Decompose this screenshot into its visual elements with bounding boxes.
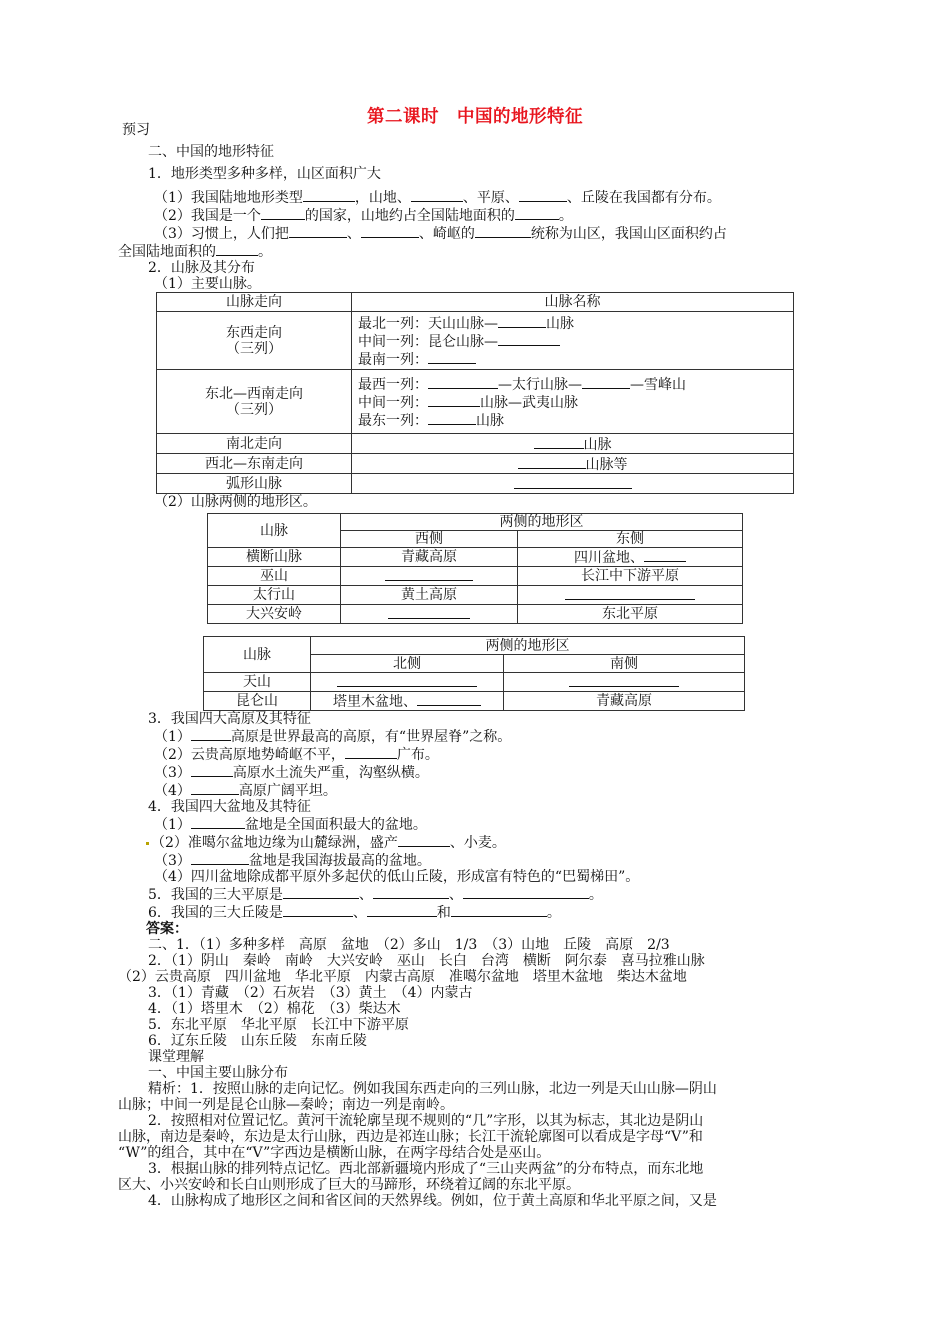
blank[interactable] [216, 242, 258, 256]
blank[interactable] [373, 885, 449, 899]
blank[interactable] [191, 727, 231, 741]
blank[interactable] [428, 375, 498, 389]
table-cell: 最北一列：天山山脉— 山脉 中间一列：昆仑山脉— 最南一列： [352, 312, 794, 370]
document-body [118, 122, 836, 1209]
table-cell: 西北—东南走向 [157, 454, 352, 474]
blank[interactable] [345, 745, 397, 759]
blank[interactable] [191, 851, 249, 865]
answer-line: 二、1．（1）多种多样 高原 盆地 （2）多山 1/3 （3）山地 丘陵 高原 2/3 [148, 937, 670, 953]
dot-mark [146, 842, 149, 845]
blank[interactable] [428, 350, 476, 364]
answer-line: 4．（1）塔里木 （2）棉花 （3）柴达木 [148, 1001, 401, 1017]
table-header: 两侧的地形区 [311, 637, 745, 655]
table-header: 北侧 [311, 655, 504, 673]
table-cell: 黄土高原 [341, 586, 518, 605]
answer-line: 6．辽东丘陵 山东丘陵 东南丘陵 [148, 1033, 367, 1049]
table-cell [341, 605, 518, 624]
blank[interactable] [475, 224, 531, 238]
blank[interactable] [283, 885, 359, 899]
paragraph-line: 区大、小兴安岭和长白山则形成了巨大的马蹄形，环绕着辽阔的东北平原。 [118, 1177, 580, 1193]
blank[interactable] [361, 224, 419, 238]
blank[interactable] [514, 475, 632, 489]
answer-line: 2．（1）阴山 秦岭 南岭 大兴安岭 巫山 长白 台湾 横断 阿尔泰 喜马拉雅山脉 [148, 953, 705, 969]
section-heading: 二、中国的地形特征 [148, 144, 274, 160]
blank[interactable] [451, 903, 547, 917]
blank[interactable] [518, 455, 586, 469]
blank[interactable] [498, 314, 546, 328]
item2-sub2: （2）山脉两侧的地形区。 [154, 494, 317, 510]
table-cell: 南北走向 [157, 434, 352, 454]
blank[interactable] [519, 188, 567, 202]
item3-q2: （2）云贵高原地势崎岖不平， 广布。 [154, 747, 439, 763]
table-header: 山脉名称 [352, 293, 794, 312]
blank[interactable] [388, 605, 470, 619]
item3-q3: （3） 高原水土流失严重，沟壑纵横。 [154, 765, 429, 781]
answer-line: 3．（1）青藏 （2）石灰岩 （3）黄土 （4）内蒙古 [148, 985, 473, 1001]
answer-line: （2）云贵高原 四川盆地 华北平原 内蒙古高原 准噶尔盆地 塔里木盆地 柴达木盆地 [118, 969, 687, 985]
paragraph-line: 山脉，南边是秦岭，东边是太行山脉，西边是祁连山脉；长江干流轮廓图可以看成是字母“V”和 [118, 1129, 703, 1145]
class-section-heading: 一、中国主要山脉分布 [148, 1065, 288, 1081]
table-cell: 山脉 [352, 434, 794, 454]
table-cell: 东北平原 [518, 605, 743, 624]
table-cell: 山脉等 [352, 454, 794, 474]
mountain-sides-table-west-east [207, 513, 743, 624]
blank[interactable] [191, 781, 239, 795]
blank[interactable] [191, 763, 233, 777]
table-cell: 东西走向 （三列） [157, 312, 352, 370]
blank[interactable] [582, 375, 630, 389]
blank[interactable] [515, 206, 559, 220]
blank[interactable] [261, 206, 305, 220]
table-cell: 弧形山脉 [157, 474, 352, 494]
table-cell: 四川盆地、 [518, 548, 743, 567]
blank[interactable] [644, 548, 686, 562]
paragraph-line: 3．根据山脉的排列特点记忆。西北部新疆境内形成了“三山夹两盆”的分布特点，而东北地 [148, 1161, 704, 1177]
item3-title: 3．我国四大高原及其特征 [148, 711, 311, 727]
paragraph-line: “W”的组合，其中在“V”字西边是横断山脉，在两字母结合处是巫山。 [118, 1145, 551, 1161]
table-header: 山脉走向 [157, 293, 352, 312]
blank[interactable] [398, 833, 450, 847]
item2-sub1: （1）主要山脉。 [154, 276, 261, 292]
table-cell: 长江中下游平原 [518, 567, 743, 586]
item4-q2: （2）准噶尔盆地边缘为山麓绿洲，盛产 、小麦。 [110, 833, 836, 851]
mountain-direction-table [156, 292, 794, 494]
item1-q1: （1）我国陆地地形类型 ，山地、 、平原、 、丘陵在我国都有分布。 [154, 190, 721, 206]
blank[interactable] [428, 393, 480, 407]
blank[interactable] [565, 586, 695, 600]
blank[interactable] [534, 435, 584, 449]
table-header: 两侧的地形区 [341, 514, 743, 531]
table-cell: 最西一列： —太行山脉— —雪峰山 中间一列： 山脉—武夷山脉 最东一列： 山脉 [352, 370, 794, 434]
paragraph-line: 4．山脉构成了地形区之间和省区间的天然界线。例如，位于黄土高原和华北平原之间，又是 [148, 1193, 717, 1209]
paragraph-line: 2．按照相对位置记忆。黄河干流轮廓呈现不规则的“几”字形，以其为标志，其北边是阴山 [148, 1113, 704, 1129]
mountain-sides-table-north-south [203, 636, 745, 711]
table-header: 山脉 [208, 514, 341, 548]
item4-q1: （1） 盆地是全国面积最大的盆地。 [154, 817, 427, 833]
table-cell: 太行山 [208, 586, 341, 605]
page-title: 第二课时 中国的地形特征 [367, 107, 583, 127]
item5: 5．我国的三大平原是 、 、 。 [148, 887, 603, 903]
blank[interactable] [289, 224, 347, 238]
blank[interactable] [303, 188, 355, 202]
item2-title: 2．山脉及其分布 [148, 260, 255, 276]
item4-q4: （4）四川盆地除成都平原外多起伏的低山丘陵，形成富有特色的“巴蜀梯田”。 [154, 869, 640, 885]
blank[interactable] [191, 815, 245, 829]
item1-q2: （2）我国是一个 的国家，山地约占全国陆地面积的 。 [154, 208, 573, 224]
table-header: 山脉 [204, 637, 311, 673]
class-label: 课堂理解 [148, 1049, 204, 1065]
table-cell [504, 673, 745, 692]
blank[interactable] [283, 903, 353, 917]
blank[interactable] [463, 885, 589, 899]
blank[interactable] [337, 673, 477, 687]
blank[interactable] [411, 188, 463, 202]
table-header: 南侧 [504, 655, 745, 673]
table-cell: 巫山 [208, 567, 341, 586]
table-cell: 青藏高原 [341, 548, 518, 567]
preview-label: 预习 [122, 122, 150, 138]
blank[interactable] [498, 332, 560, 346]
blank[interactable] [428, 411, 476, 425]
item6: 6．我国的三大丘陵是 、 和 。 [148, 905, 561, 921]
item3-q1: （1） 高原是世界最高的高原，有“世界屋脊”之称。 [154, 729, 512, 745]
table-cell [311, 673, 504, 692]
table-cell: 横断山脉 [208, 548, 341, 567]
table-header: 西侧 [341, 531, 518, 548]
table-header: 东侧 [518, 531, 743, 548]
answer-line: 5．东北平原 华北平原 长江中下游平原 [148, 1017, 409, 1033]
item1-q3: （3）习惯上，人们把 、 、崎岖的 统称为山区，我国山区面积约占 [154, 226, 727, 242]
item4-q3: （3） 盆地是我国海拔最高的盆地。 [154, 853, 431, 869]
table-cell: 青藏高原 [504, 692, 745, 711]
blank[interactable] [385, 567, 473, 581]
item3-q4: （4） 高原广阔平坦。 [154, 783, 337, 799]
table-cell [341, 567, 518, 586]
item1-q3-cont: 全国陆地面积的 。 [118, 244, 272, 260]
paragraph-line: 山脉；中间一列是昆仑山脉—秦岭；南边一列是南岭。 [118, 1097, 454, 1113]
table-cell: 大兴安岭 [208, 605, 341, 624]
table-cell [518, 586, 743, 605]
answer-label: 答案： [146, 921, 188, 937]
item4-title: 4．我国四大盆地及其特征 [148, 799, 311, 815]
table-cell: 东北—西南走向 （三列） [157, 370, 352, 434]
table-cell: 天山 [204, 673, 311, 692]
item1-title: 1．地形类型多种多样，山区面积广大 [148, 166, 381, 182]
blank[interactable] [569, 673, 679, 687]
table-cell: 昆仑山 [204, 692, 311, 711]
table-cell [352, 474, 794, 494]
paragraph-line: 精析：1．按照山脉的走向记忆。例如我国东西走向的三列山脉，北边一列是天山山脉—阴山 [148, 1081, 717, 1097]
table-cell: 塔里木盆地、 [311, 692, 504, 711]
blank[interactable] [367, 903, 437, 917]
blank[interactable] [417, 692, 481, 706]
